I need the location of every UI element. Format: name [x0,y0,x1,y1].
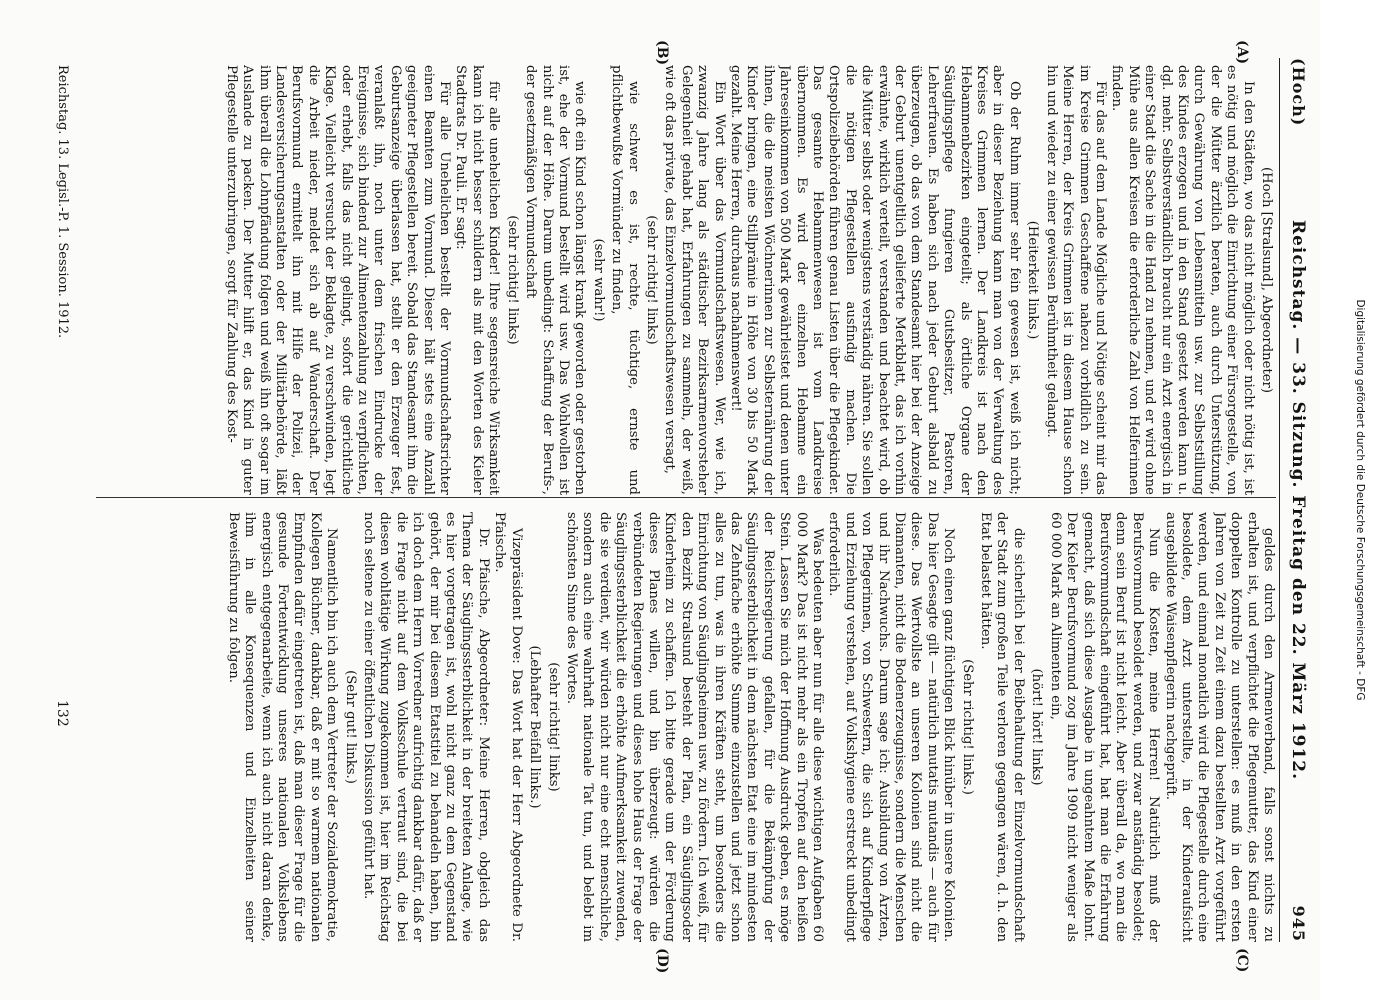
paragraph: wie oft ein Kind schon längst krank geworden oder gestorben ist, ehe der Vormund bestellt wird usw. Das Wohlwollen ist nicht auf der Höhe. Darum unbedingt: Schaffung der Berufs-, der gesetzmäßigen Vormundschaft [523,65,588,495]
page-number: 945 [1289,905,1308,942]
paragraph: Vizepräsident Dove: Das Wort hat der Herr Abgeordnete Dr. Pfaische. [492,512,524,942]
header-left: (Hoch) [1289,58,1308,127]
interjection: (Lebhafter Beifall links.) [527,645,543,809]
page-header [1282,58,1312,942]
header-rule [1279,58,1280,942]
paragraph: Ein Wort über das Vormundschaftswesen. Wer, wie ich, zwanzig Jahre lang als städtischer Bezirksarmenvorsteher Gelegenheit gehabt hat, Erfahrungen zu sammeln, der weiß, wie oft das private, das Einzelvormundschaftswesen versagt, [662,65,727,495]
right-text-column [76,512,1276,942]
dfg-credit: Digitalisierung gefördert durch die Deutsche Forschungsgemeinschaft - DFG [1354,299,1366,701]
interjection: (sehr richtig! links) [643,215,659,345]
column-divider [96,497,1276,498]
footer-page-number: 132 [54,700,70,727]
paragraph: Namentlich bin ich auch dem Vertreter der Sozialdemokratie, Kollegen Büchner, dankbar, daß er mit so warmem nationalen Empfinden dafür eingetreten ist, daß man dieser Frage für die gesunde Fortentwicklung unseres nationalen Volkslebens energisch entgegenarbeite, wenn ich auch nicht daran denke, ihm in alle Konsequenzen und Einzelheiten seiner Beweisführung zu folgen. [225,512,340,942]
paragraph: Dr. Pfaische, Abgeordneter: Meine Herren, obgleich das Thema der Säuglingssterblichkeit in der breiteten Anlage, wie es hier vorgetragen ist, wohl nicht ganz zu dem Gegenstand gehört, der mir bei diesem Etatstitel zu behandeln haben, bin ich doch dem Herrn Vorredner aufrichtig dankbar dafür, daß er die Frage nicht auf dem Volksschule vertraut sind, die bei diesen wohltätige Wirkung zugekommen ist, hier im Reichstag noch seltene zu einer öffentlichen Diskussion geführt hat. [361,512,491,942]
interjection: (hört! hört! links) [1029,668,1045,786]
margin-mark-b: (B) [654,40,670,66]
interjection: (Hoch [Stralsund], Abgeordneter) [1259,167,1274,393]
paragraph: Ob der Ruhm immer sehr fein gewesen ist, weiß ich nicht; aber in dieser Beziehung kann man von der Verwaltung des Kreises Grimmen lernen. Der Landkreis ist nach den Hebammenbezirken eingeteilt; als örtliche Organe der Säuglingspflege fungieren Gutsbesitzer, Pastoren, Lehrerfrauen. Es haben sich nach jeder Geburt alsbald zu überzeugen, ob das von dem Standesamt hier bei der Anzeige der Geburt unentgeltlich gelieferte Merkblatt, das ich vorhin erwähnte, wirklich verteilt, verstanden und beachtet wird, ob die Mütter selbst oder wenigstens verständig nähren. Sie sollen die nötigen Pflegestellen ausfindig machen. Die Ortspolizeibehörden führen genau Listen über die Pflegekinder. Das gesamte Hebammenwesen ist vom Landkreise übernommen. Es wird der einzelnen Hebamme ein Jahreseinkommen von 500 Mark gewährleistet und denen unter ihnen, die die meisten Wöchnerinnen zur Selbsternährung der Kinder bringen, eine Stillprämie in Höhe von 30 bis 50 Mark gezahlt. Meine Herren, durchaus nachahmenswert! [728,65,1022,495]
paragraph: wie schwer es ist, rechte, tüchtige, ernste und pflichtbewußte Vormünder zu finden, [609,65,641,495]
paragraph: geldes durch den Armenverband, falls sonst nichts zu erhalten ist, und verpflichtet die Pflegemutter, das Kind einer doppelten Kontrolle zu unterstellen: es muß in den ersten Jahren von Zeit zu Zeit einem dazu bestellten Arzt vorgeführt werden, und einmal monatlich wird die Pflegestelle durch eine besoldete, dem Arzt unterstellte, in der Kinderaufsicht ausgebildete Waisenpflegerin nachgeprüft. [1162,512,1276,942]
interjection: (Sehr richtig! links.) [959,659,975,795]
left-text-column [76,65,1276,495]
margin-mark-c: (C) [1234,948,1250,973]
paragraph: Nun die Kosten, meine Herren! Natürlich muß der Berufsvormund besoldet werden, und zwar anständig besoldet; denn sein Beruf ist nicht leicht. Aber überall da, wo man die Berufsvormundschaft eingeführt hat, hat man die Erfahrung gemacht, daß sich diese Ausgabe in ungeahntem Maße lohnt. Der Kieler Berufsvormund zog im Jahre 1909 nicht weniger als 60 000 Mark an Alimenten ein, [1047,512,1162,942]
paragraph: Noch einen ganz flüchtigen Blick hinüber in unsere Kolonien. Das hier Gesagte gilt — natürlich mutatis mutandis — auch für diese. Das Wertvollste an unseren Kolonien sind nicht die Diamanten, nicht die Bodenerzeugnisse, sondern die Menschen und ihr Nachwuchs. Darum sage ich: Ausbildung von Ärzten, von Pflegerinnen, von Schwestern, die sich auf Kinderpflege und Erziehung verstehen, auf Volkshygiene erstreckt unbedingt erforderlich. [826,512,957,942]
header-title: Reichstag. — 33. Sitzung. Freitag den 22. März 1912. [1288,219,1308,781]
paragraph: Für das auf dem Lande Mögliche und Nötige scheint mir das im Kreise Grimmen Geschaffene nahezu vorbildlich zu sein. Meine Herren, der Kreis Grimmen ist in diesem Hause schon hin und wieder zu einer gewissen Berühmtheit gelangt. [1043,65,1108,495]
interjection: (sehr richtig! links) [504,215,520,345]
interjection: (sehr wahr!) [590,238,606,322]
paragraph: für alle unehelichen Kinder! Ihre segensreiche Wirksamkeit kann ich nicht besser schildern als mit den Worten des Kieler Stadtrats Dr. Pauli. Er sagt: [453,65,502,495]
margin-mark-d: (D) [654,948,670,974]
margin-mark-a: (A) [1234,40,1250,65]
paragraph: Was bedeuten aber nun für alle diese wichtigen Aufgaben 60 000 Mark? Das ist nicht mehr als ein Tropfen auf den heißen Stein. Lassen Sie mich der Hoffnung Ausdruck geben, es möge der Reichsregierung gefallen, für die Bekämpfung der Säuglingssterblichkeit in dem nächsten Etat eine im mindesten das Zehnfache erhöhte Summe einzustellen und jetzt schon alles zu tun, was in ihren Kräften steht, um besonders die Einrichtung von Säuglingsheimen usw. zu fördern. Ich weiß, für den Bezirk Stralsund besteht der Plan, ein Säuglingsoder Kinderheim zu schaffen. Ich bitte gerade um der Förderung dieses Planes willen, und bin überzeugt: würden die verbündeten Regierungen und dieses hohe Haus der Frage der Säuglingssterblichkeit die erhöhte Aufmerksamkeit zuwenden, die sie verdient, wir würden nicht nur eine echt menschliche, sondern auch eine wahrhaft nationale Tat tun, und belebt im schönsten Sinne des Wortes. [563,512,826,942]
interjection: (sehr richtig! links) [545,662,561,792]
paragraph: Für alle Unehelichen bestellt der Vormundschaftsrichter einen Beamten zum Vormund. Dieser hält stets eine Anzahl geeigneter Pflegestellen bereit. Sobald das Standesamt ihm die Geburtsanzeige überlassen hat, stellt er den Erzeuger fest, veranlaßt ihn, noch unter dem frischen Eindrucke der Ereignisse, sich bindend zur Alimentenzahlung zu verpflichten, oder erhebt, falls das nicht gelingt, sofort die gerichtliche Klage. Vielleicht versucht der Beklagte, zu verschwinden, legt die Arbeit nieder, meldet sich ab auf Wanderschaft. Der Berufsvormund ermittelt ihn mit Hilfe der Polizei, der Landesversicherungsanstalten oder der Militärbehörde, läßt ihm überall die Lohnpfändung folgen und weiß ihn oft sogar im Auslande zu packen. Der Mutter hilft er, das Kind in guter Pflegestelle unterzubringen, sorgt für Zahlung des Kost- [223,65,453,495]
paragraph: In den Städten, wo das nicht möglich oder nicht nötig ist, ist es nötig und möglich die Einrichtung einer Fürsorgestelle, von der die Mütter ärztlich beraten, auch durch Unterstützung, durch Gewährung von Lebensmitteln usw. zur Selbststillung des Kindes erzogen und in den Stand gesetzt werden kann u. dgl. mehr. Selbstverständlich braucht nur ein Arzt energisch in einer Stadt die Sache in die Hand zu nehmen, und er wird ohne Mühe aus allen Kreisen die erforderliche Zahl von Helferinnen finden. [1109,65,1256,495]
paragraph: die sicherlich bei der Beibehaltung der Einzelvormundschaft der Stadt zum großen Teile verloren gegangen wären, d. h. den Etat belastet hätten. [978,512,1026,942]
interjection: (Sehr gut! links.) [342,670,358,784]
footer-legislature: Reichstag. 13. Legisl.-P. 1. Session. 1912. [55,65,70,339]
interjection: (Heiterkeit links.) [1025,220,1041,340]
